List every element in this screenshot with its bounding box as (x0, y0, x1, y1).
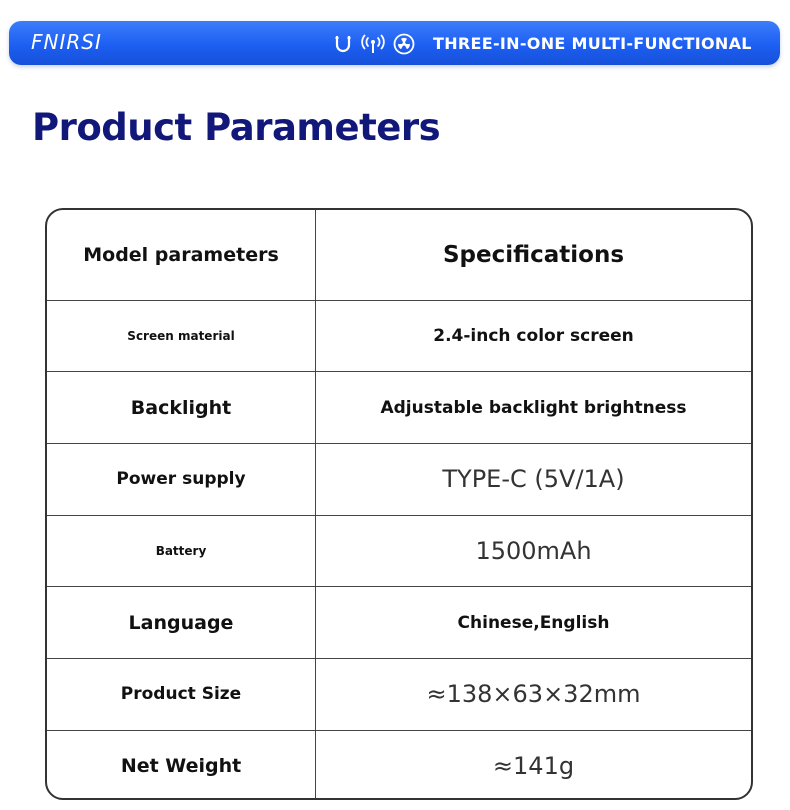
parameters-table (45, 208, 753, 800)
param-value: ≈138×63×32mm (316, 658, 752, 730)
param-value: Adjustable backlight brightness (316, 372, 752, 444)
header-banner (9, 21, 780, 65)
header-specifications: Specifications (316, 210, 752, 300)
param-value: TYPE-C (5V/1A) (316, 443, 752, 515)
table-row (47, 515, 751, 587)
table-row (47, 658, 751, 730)
radiation-icon (393, 33, 415, 55)
param-label: Battery (47, 515, 316, 587)
page-title: Product Parameters (32, 106, 441, 149)
param-label: Product Size (47, 658, 316, 730)
param-label: Language (47, 587, 316, 659)
table-row (47, 300, 751, 372)
wireless-signal-icon (360, 34, 386, 54)
param-label: Backlight (47, 372, 316, 444)
banner-tagline: THREE-IN-ONE MULTI-FUNCTIONAL (433, 34, 752, 53)
param-label: Power supply (47, 443, 316, 515)
param-value: Chinese,English (316, 587, 752, 659)
table-row (47, 372, 751, 444)
param-value: 2.4-inch color screen (316, 300, 752, 372)
feature-icons (333, 33, 415, 55)
table-row (47, 587, 751, 659)
param-label: Net Weight (47, 730, 316, 800)
param-label: Screen material (47, 300, 316, 372)
param-value: ≈141g (492, 752, 575, 781)
param-value: 1500mAh (316, 515, 752, 587)
brand-logo: FNIRSI (31, 30, 102, 54)
header-model-parameters: Model parameters (47, 210, 316, 300)
table-row (47, 443, 751, 515)
table-header-row (47, 210, 751, 300)
table-row (47, 730, 751, 800)
magnet-icon (333, 34, 353, 54)
